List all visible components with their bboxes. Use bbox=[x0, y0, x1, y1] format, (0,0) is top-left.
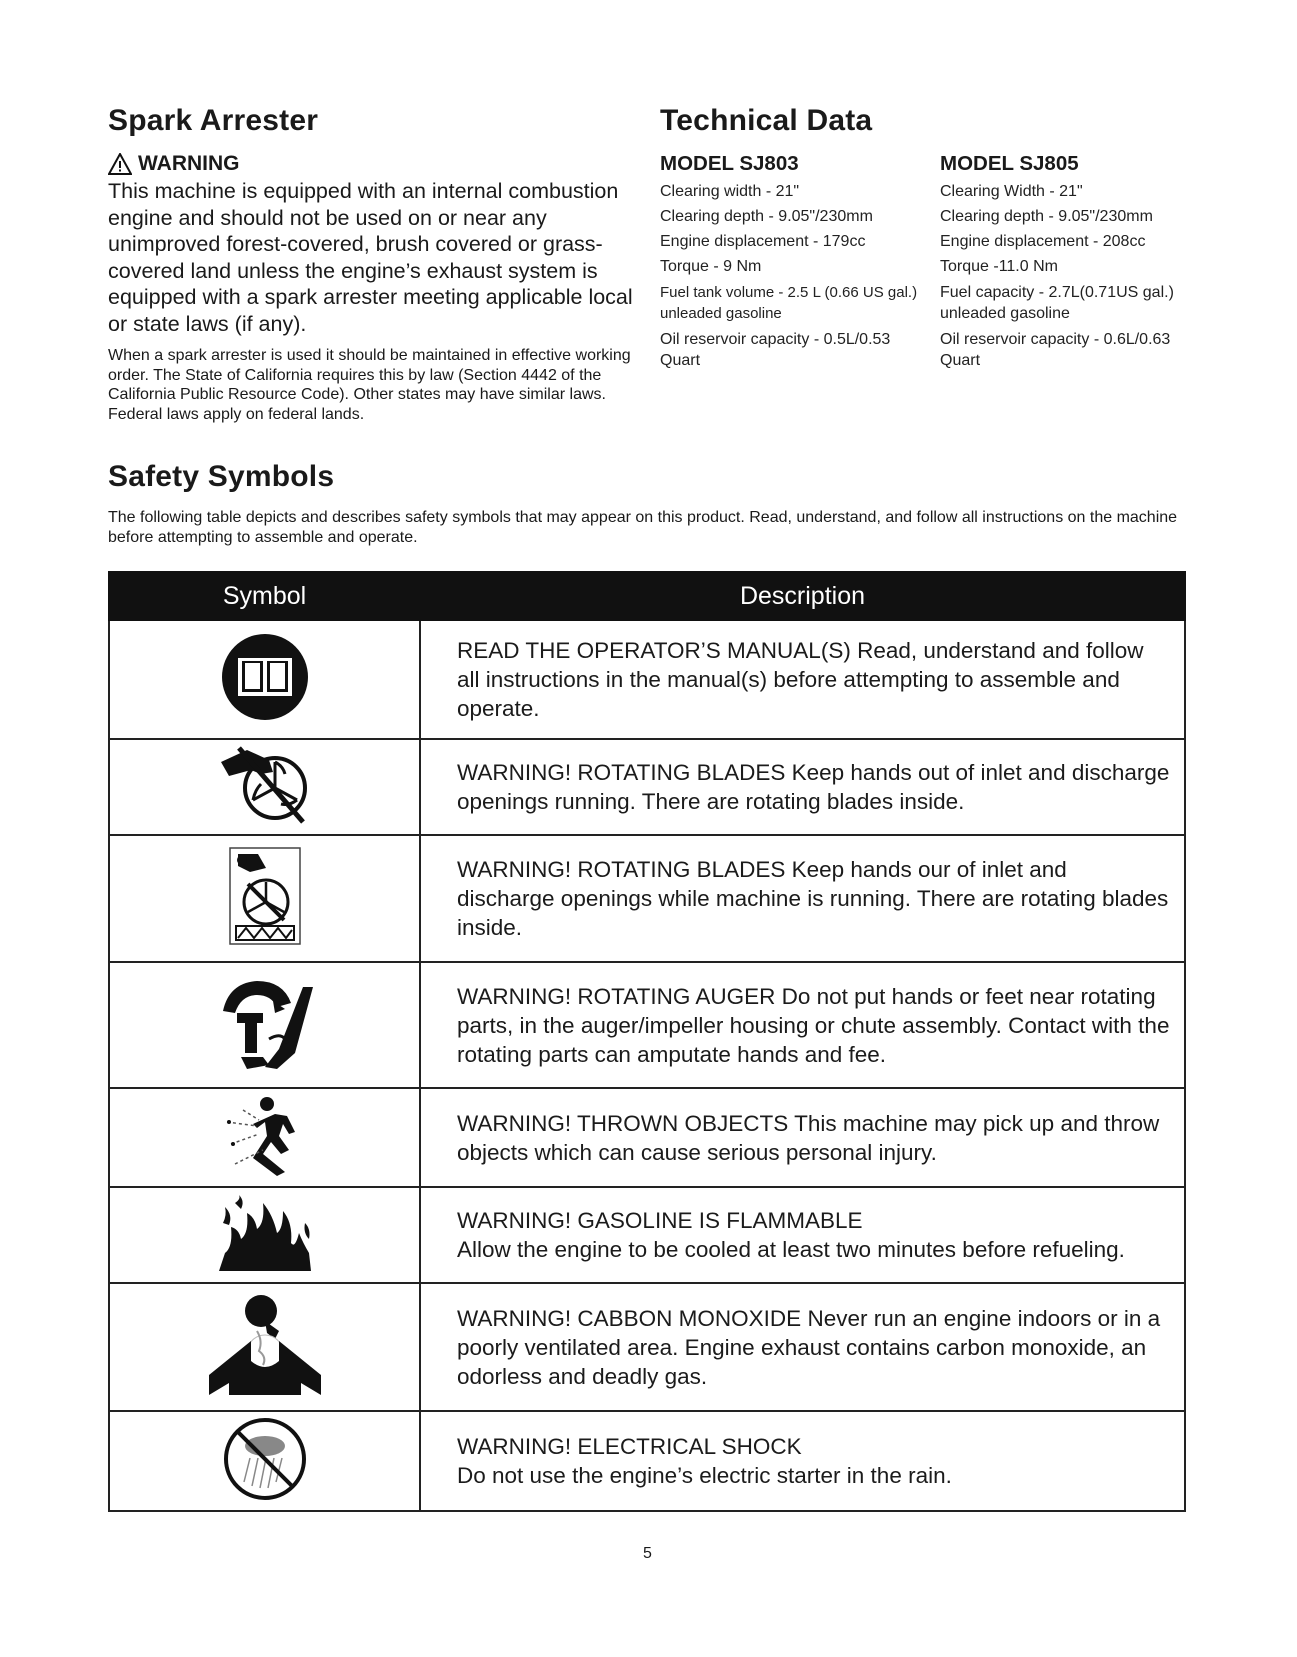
thrown-objects-icon bbox=[223, 1092, 307, 1178]
model-sj805-block bbox=[940, 152, 1200, 376]
spec-item: Clearing depth - 9.05"/230mm bbox=[660, 208, 873, 225]
table-row bbox=[109, 1283, 1185, 1411]
safety-symbols-table bbox=[108, 571, 1186, 1512]
table-row bbox=[109, 1088, 1185, 1187]
table-row bbox=[109, 739, 1185, 835]
table-row bbox=[109, 1187, 1185, 1283]
model-sj803-heading: MODEL SJ803 bbox=[660, 152, 799, 175]
spec-item: Fuel capacity - 2.7L(0.71US gal.) unleaded gasoline bbox=[940, 284, 1174, 322]
spec-item: Clearing depth - 9.05"/230mm bbox=[940, 208, 1153, 225]
spec-item: Fuel tank volume - 2.5 L (0.66 US gal.) unleaded gasoline bbox=[660, 284, 918, 322]
table-row bbox=[109, 962, 1185, 1088]
spec-item: Engine displacement - 208cc bbox=[940, 233, 1146, 250]
flammable-fire-icon bbox=[215, 1193, 315, 1273]
row-description-detail: Allow the engine to be cooled at least two minutes before refueling. bbox=[457, 1237, 1125, 1262]
no-rain-electric-icon bbox=[222, 1416, 308, 1502]
row-description: WARNING! THROWN OBJECTS This machine may pick up and throw objects which can cause serious personal injury. bbox=[457, 1110, 1160, 1165]
warning-label: WARNING bbox=[138, 152, 240, 175]
row-description: WARNING! CABBON MONOXIDE Never run an engine indoors or in a poorly ventilated area. Engine exhaust contains carbon monoxide, an odorless and deadly gas. bbox=[457, 1305, 1161, 1389]
row-description: WARNING! ROTATING AUGER Do not put hands or feet near rotating parts, in the auger/impeller housing or chute assembly. Contact with the rotating parts can amputate hands and fee. bbox=[457, 983, 1170, 1067]
model-sj805-heading: MODEL SJ805 bbox=[940, 152, 1079, 175]
carbon-monoxide-icon bbox=[205, 1291, 325, 1399]
row-description: READ THE OPERATOR’S MANUAL(S) Read, understand and follow all instructions in the manual(s) before attempting to assemble and operate. bbox=[457, 638, 1144, 721]
warning-heading bbox=[108, 152, 240, 176]
warning-triangle-icon bbox=[108, 153, 132, 175]
spec-item: Torque - 9 Nm bbox=[660, 258, 762, 275]
safety-symbols-title: Safety Symbols bbox=[108, 460, 335, 493]
row-description: WARNING! ROTATING BLADES Keep hands our of inlet and discharge openings while machine is running. There are rotating blades inside. bbox=[457, 857, 1169, 940]
row-description: WARNING! GASOLINE IS FLAMMABLE bbox=[457, 1208, 863, 1233]
row-description: WARNING! ELECTRICAL SHOCK bbox=[457, 1434, 802, 1459]
rotating-auger-icon bbox=[217, 973, 313, 1073]
spec-item: Engine displacement - 179cc bbox=[660, 233, 866, 250]
spec-item: Torque -11.0 Nm bbox=[940, 258, 1058, 275]
spark-arrester-title: Spark Arrester bbox=[108, 104, 319, 137]
table-row bbox=[109, 1411, 1185, 1511]
spark-arrester-note: When a spark arrester is used it should be maintained in effective working order. The State of California requires this by law (Section 4442 of the California Public Resource Code). Other states may have similar laws. Federal laws apply on federal lands. bbox=[108, 347, 631, 423]
spec-item: Oil reservoir capacity - 0.6L/0.63 Quart bbox=[940, 331, 1171, 369]
rotating-blades-hand-icon bbox=[217, 744, 313, 826]
page-number: 5 bbox=[643, 1545, 652, 1562]
safety-symbols-intro: The following table depicts and describes safety symbols that may appear on this product. Read, understand, and follow all instructions on the machine before attempting to assemble and operate. bbox=[108, 509, 1178, 546]
spec-item: Clearing Width - 21" bbox=[940, 183, 1083, 200]
model-sj803-block bbox=[660, 152, 920, 376]
table-row bbox=[109, 835, 1185, 962]
table-row bbox=[109, 620, 1185, 739]
row-description-detail: Do not use the engine’s electric starter in the rain. bbox=[457, 1463, 952, 1488]
spark-arrester-body: This machine is equipped with an internal combustion engine and should not be used on or near any unimproved forest-covered, brush covered or grass-covered land unless the engine’s exhaust system is equipped with a spark arrester meeting applicable local or state laws (if any). bbox=[108, 179, 633, 336]
spec-item: Oil reservoir capacity - 0.5L/0.53 Quart bbox=[660, 331, 891, 369]
column-header-description: Description bbox=[420, 572, 1185, 620]
read-manual-icon bbox=[220, 632, 310, 722]
column-header-symbol: Symbol bbox=[109, 572, 420, 620]
rotating-blades-label-icon bbox=[228, 846, 302, 946]
spec-item: Clearing width - 21" bbox=[660, 183, 800, 200]
row-description: WARNING! ROTATING BLADES Keep hands out of inlet and discharge openings running. There are rotating blades inside. bbox=[457, 760, 1170, 814]
technical-data-title: Technical Data bbox=[660, 104, 873, 137]
